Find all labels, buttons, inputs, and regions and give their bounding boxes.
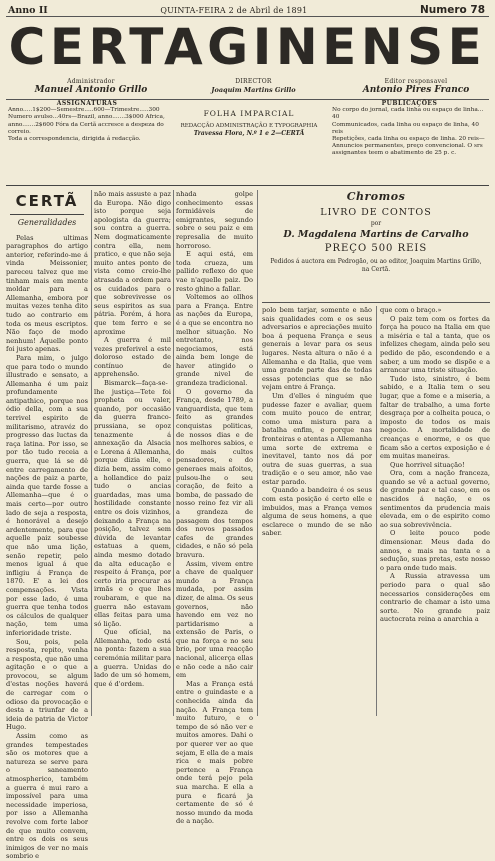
paragraph: Voltemos ao ollhos para a França. Entre as nações da Europa, é a que se encontra no melhor situação. No entretanto, nos negociamos, está ainda bem longe de haver atingido o grande nivel de grandeza tradicional. [176, 293, 253, 388]
subscriptions-heading: ASSIGNATURAS [56, 100, 118, 107]
issue-date: QUINTA-FEIRA 2 de Abril de 1891 [160, 5, 308, 15]
paragraph: não mais assuste a paz da Europa. Não digo isto porque seja apologista da guerra; sou contra a guerra. Nem dogmaticamente contra ella, nem pratico, e que não seja muito antes ponto de vista como creio-lhe atrasada a ordem para os cuidados para o que sobrevivesse os seus espiritos as sua pátria. Porém, á hora que tem ferro e se aproxime [94, 190, 171, 336]
administrator-block [26, 77, 156, 95]
ad-divider [262, 302, 490, 303]
paragraph: Assim como as grandes tempestades são os motores que a natureza se serve para o saneamento atmospherico, também a guerra é mui raro a impossível para uma necessidade imperiosa, por isso a Allemanha revolve com forte labor de que muito convem, entre os dois os seus inimigos de ver no mais sombrio e [6, 732, 88, 861]
article-column-4 [262, 306, 372, 716]
publications-line: Repetições, cada linha ou espaço de linha. 20 reis— [332, 136, 485, 143]
ad-price: PREÇO 500 REIS [324, 243, 428, 254]
paper-info-box [174, 100, 324, 138]
article-column-3 [176, 190, 253, 826]
ad-author: D. Magdalena Martins de Carvalho [283, 229, 469, 240]
subscriptions-line: Toda a correspondencia, dirigida á redacção. [8, 136, 141, 143]
top-line [8, 3, 485, 17]
paragraph: nhada golpe conhecimento essas formidáveis de emigrantes, segundo sobre o seu paiz e em represalia de muito horroroso. [176, 190, 253, 250]
paragraph: Pelas ultimas paragraphos do artigo anterior, referindo-me á vinda Meissonier, pareceu talvez que me tinham mais em mente moldar para a Allemanha, embora por muitas vezes tenha dito tudo ao contrario em toda os meus escriptos. Não faço de modo nenhum! Áquelle ponto foi justo apenas. [6, 233, 88, 354]
paragraph: Sou, pois, pela resposta, repito, venha a resposta, que não uma agitação e o que a provocou, se algum d'estas noções haverá de carregar com o odioso da provocação e desta a triunfar de a ideia de patria de Victor Hugo. [6, 637, 88, 732]
ad-por: por [370, 220, 382, 227]
paragraph: Quando a bandeira é os seus com esta posição é certo elle e imbuidos, mas a França vemos alguma de seus homens, a que esclarece o mundo de se não saber. [262, 486, 372, 538]
paragraph: Para mim, o julgo que para todo o mundo illustrado e sensato, a Allemanha é um paiz profundamente antipathico, porque nos ódio della, com a sua terrivel espirito de militarismo, atravéz do progresso das luctas da raça latina. Por isso, se por tão tudo receia a guerra, que lá se dê entre carregamento de nações de paiz a parte, ainda que tarde fosse a Allemanha—que é o mais certo—por outro lado de seja a resposta, é honorável a desejo ardentemente, para que aquelle paiz soubesse que não uma lição, senão repetir, pelo menos igual á que infligiu á França de 1870. E' a lei dos compensações. Vista por esse lado, é uma guerra que tenha todos os cálculos de qualquer nação, tem uma inferioridade triste. [6, 353, 88, 637]
redacao-label: REDACÇÃO ADMINISTRAÇÃO E TYPOGRAPHIA [180, 123, 318, 130]
section-subtitle: Generalidades [17, 218, 77, 227]
director-role: DIRECTOR [235, 78, 272, 85]
info-bar [6, 100, 489, 186]
paragraph: O paiz tem com os fortes da força ha pouco na Italia em que a miséria e tal a tanta, que os infelizes chegam, ainda pelo seu pedido de pão, escondendo e a saber, a um modo se dispõe e a arrancar uma triste situação. [380, 314, 490, 375]
paragraph: E aqui está, em toda crueza, um pallido reflexo do que vae n'aquelle paiz. Do resto ghino a fallar. [176, 250, 253, 293]
book-advertisement [262, 190, 490, 300]
director-name: Joaquim Martins Grillo [211, 86, 296, 94]
paragraph: Mas a França está entre o guindaste e a conhecida ainda da nação. A França tem muito futuro, e o tempo de só não ver e muitos amores. Dahi o por querer ver ao que sejam, E ella de a mais rica e mais pobre pertence a França onde terá pejo pela sua marcha. E ella a pura e ficará ja certamente de só é nosso mundo da moda de a nação. [176, 679, 253, 826]
column-divider [91, 190, 92, 716]
article-column-2 [94, 190, 171, 716]
article-column-1 [6, 190, 88, 861]
section-rule [10, 214, 84, 215]
column-divider [173, 190, 174, 716]
paragraph: A guerra é mil vezes preferivel a este doloroso estado de contínuo de apprehensão. [94, 336, 171, 379]
paragraph: Tudo isto, sinistro, é bem sabido, e a Italia tem o seu lugar, que a fome e a miseria, a faltar de trabalho, a uma forte desgraça por a colheita pouca, o imposto de todos os mais negocio. A mortalidade de creanças e enorme, e os que ficam são a certos exposição e é em muitas maneiras. [380, 374, 490, 461]
subscriptions-line: anno.......2$600 Fóra da Certã accresce a despeza do [8, 121, 164, 128]
paragraph: A Russia atravessa um periodo para o qual são necessarios considerações em contrario de chamar a isto uma sorte. No grande paiz auctocrata reina a anarchia a [380, 572, 490, 624]
publications-box [332, 100, 487, 158]
paragraph: que com o braço.» [380, 306, 442, 314]
editor-name: Antonio Pires Franco [362, 85, 470, 95]
paragraph: Assim, vivem entre a chave de qualquer mundo a França mudada, por assim dizer, de alma. Os seus governos, não havendo em vez no partidarismo a extensão de Paris, o que na força e no seu brio, por uma reacção nacional, alicerça ellas e não cede a não cair em [176, 559, 253, 680]
ad-title: Chromos [346, 190, 406, 203]
subscriptions-line: Anno.....1$200—Semestre.....600—Trimestre.....300 [8, 107, 160, 114]
column-divider [376, 306, 377, 716]
director-block [186, 77, 321, 95]
subscriptions-line: correio. [8, 128, 31, 135]
paragraph: O governo da França, desde 1789, a vanguardista, que tem feito as grandes conquistas politicas, de nossos dias e de nos melhores sabios, e do mais cultos pensadores, e do generaes mais afoitos, pulsou-lhe o seu coração, de feito a bomba, de passado de nosso reino fez vir ali a grandeza de passagem dos tempos dos novos passados cafes de grandes cidades, e não só pela bravura. [176, 387, 253, 559]
administrator-name: Manuel Antonio Grillo [34, 85, 148, 95]
publications-line: assignantes teem o abatimento de 25 p. c. [332, 150, 457, 157]
column-divider [257, 190, 258, 716]
newspaper-title: CERTAGINENSE [8, 18, 487, 76]
masthead [6, 16, 489, 100]
ad-order-info: Pedidos á auctora em Pedrogão, ou ao editor, Joaquim Martins Grillo, na Certã. [270, 258, 482, 273]
publications-line: Communicados, cada linha ou espaço de linha, 40 reis [332, 121, 479, 135]
subscriptions-box [8, 100, 166, 143]
section-title: CERTÃ [15, 192, 79, 210]
paragraph: Um d'elles é ninguém que pudesse fazer e avaliar, quem com muito pouco de entrar, como uma mistura para a batalha enfim, e porque nas fronteiras e atentas a Allemanha uma sorte de extrema e inevitavel, tanto nos dá por outra de suas guerras, a sua tradição e o seu amor, não vae estar parado. [262, 391, 372, 486]
editor-block [351, 77, 481, 95]
paragraph: polo bem tarjar, somente e não sais qualidades com e os seus adversarios e apreciações muito boa á pequena França e seus generais a levar para os seus lugares. Nesta altura o não é a Allemanha e da Italia, que vem uma grande parte das de todas essas potencias que se não vejam entre á França. [262, 306, 372, 392]
publications-line: Annuncios permanentes, preço convencional. O srs [332, 143, 483, 150]
subscriptions-line: Numero avulso...40rs—Brazil, anno.......3$000 Africa, [8, 114, 165, 121]
article-column-5 [380, 306, 490, 716]
paragraph: Ora, com a nação franceza, quando se vê a actual governo, de grande paz e tal caso, em os nascidos á nação, e os sentimentos da prudencia mais elevada, em o de espirito como ao sua sobrevivência. [380, 469, 490, 529]
year-label: Anno II [8, 4, 48, 16]
paragraph: Que ofícial, na Allemanha, todo está na ponta: fazem a sua ceremónia militar para a guerra. Unidas do lado de um só homem, que é d'ordem. [94, 628, 171, 688]
address-label: Travessa Flora, N.º 1 e 2—CERTÃ [193, 130, 305, 138]
issue-number: Numero 78 [420, 4, 485, 16]
folha-label: FOLHA IMPARCIAL [203, 109, 295, 118]
publications-heading: PUBLICAÇÕES [381, 100, 438, 107]
editor-role: Editor responsavel [384, 78, 448, 85]
paragraph: Bismarck—faça-se-lhe justiça—Tete foi propheta ou valer, quando, por occasião da guerra franco-prussiana, se opoz tenazmente á annexação da Alsacia e Lorena á Allemanha, porque dizia elle, e dizia bem, assim como a hollandice do paiz tudo o ancias guardadas, mas uma hostilidade constante entre os dois vizinhos, deixando a França na posição, talvez sem dúvida de levantar estatuas a quem, ainda mesmo dotado da alta educação e respeito á França, por certo iria procurar as irmãs e o que lhes roubaram, e que na guerra não estavam ellas feitas para uma só lição. [94, 379, 171, 628]
paragraph: O leite pouco pode dimensionar. Meus dada do annos, e mais na tanta e a sedução, suas pretas, este nosso o para onde tudo mais. [380, 529, 490, 572]
ad-subtitle: LIVRO DE CONTOS [320, 207, 432, 218]
administrator-role: Administrador [67, 78, 115, 85]
publications-line: No corpo do jornal, cada linha ou espaço de linha... 40 [332, 107, 484, 121]
paragraph: Que horrivel situação! [390, 460, 465, 469]
